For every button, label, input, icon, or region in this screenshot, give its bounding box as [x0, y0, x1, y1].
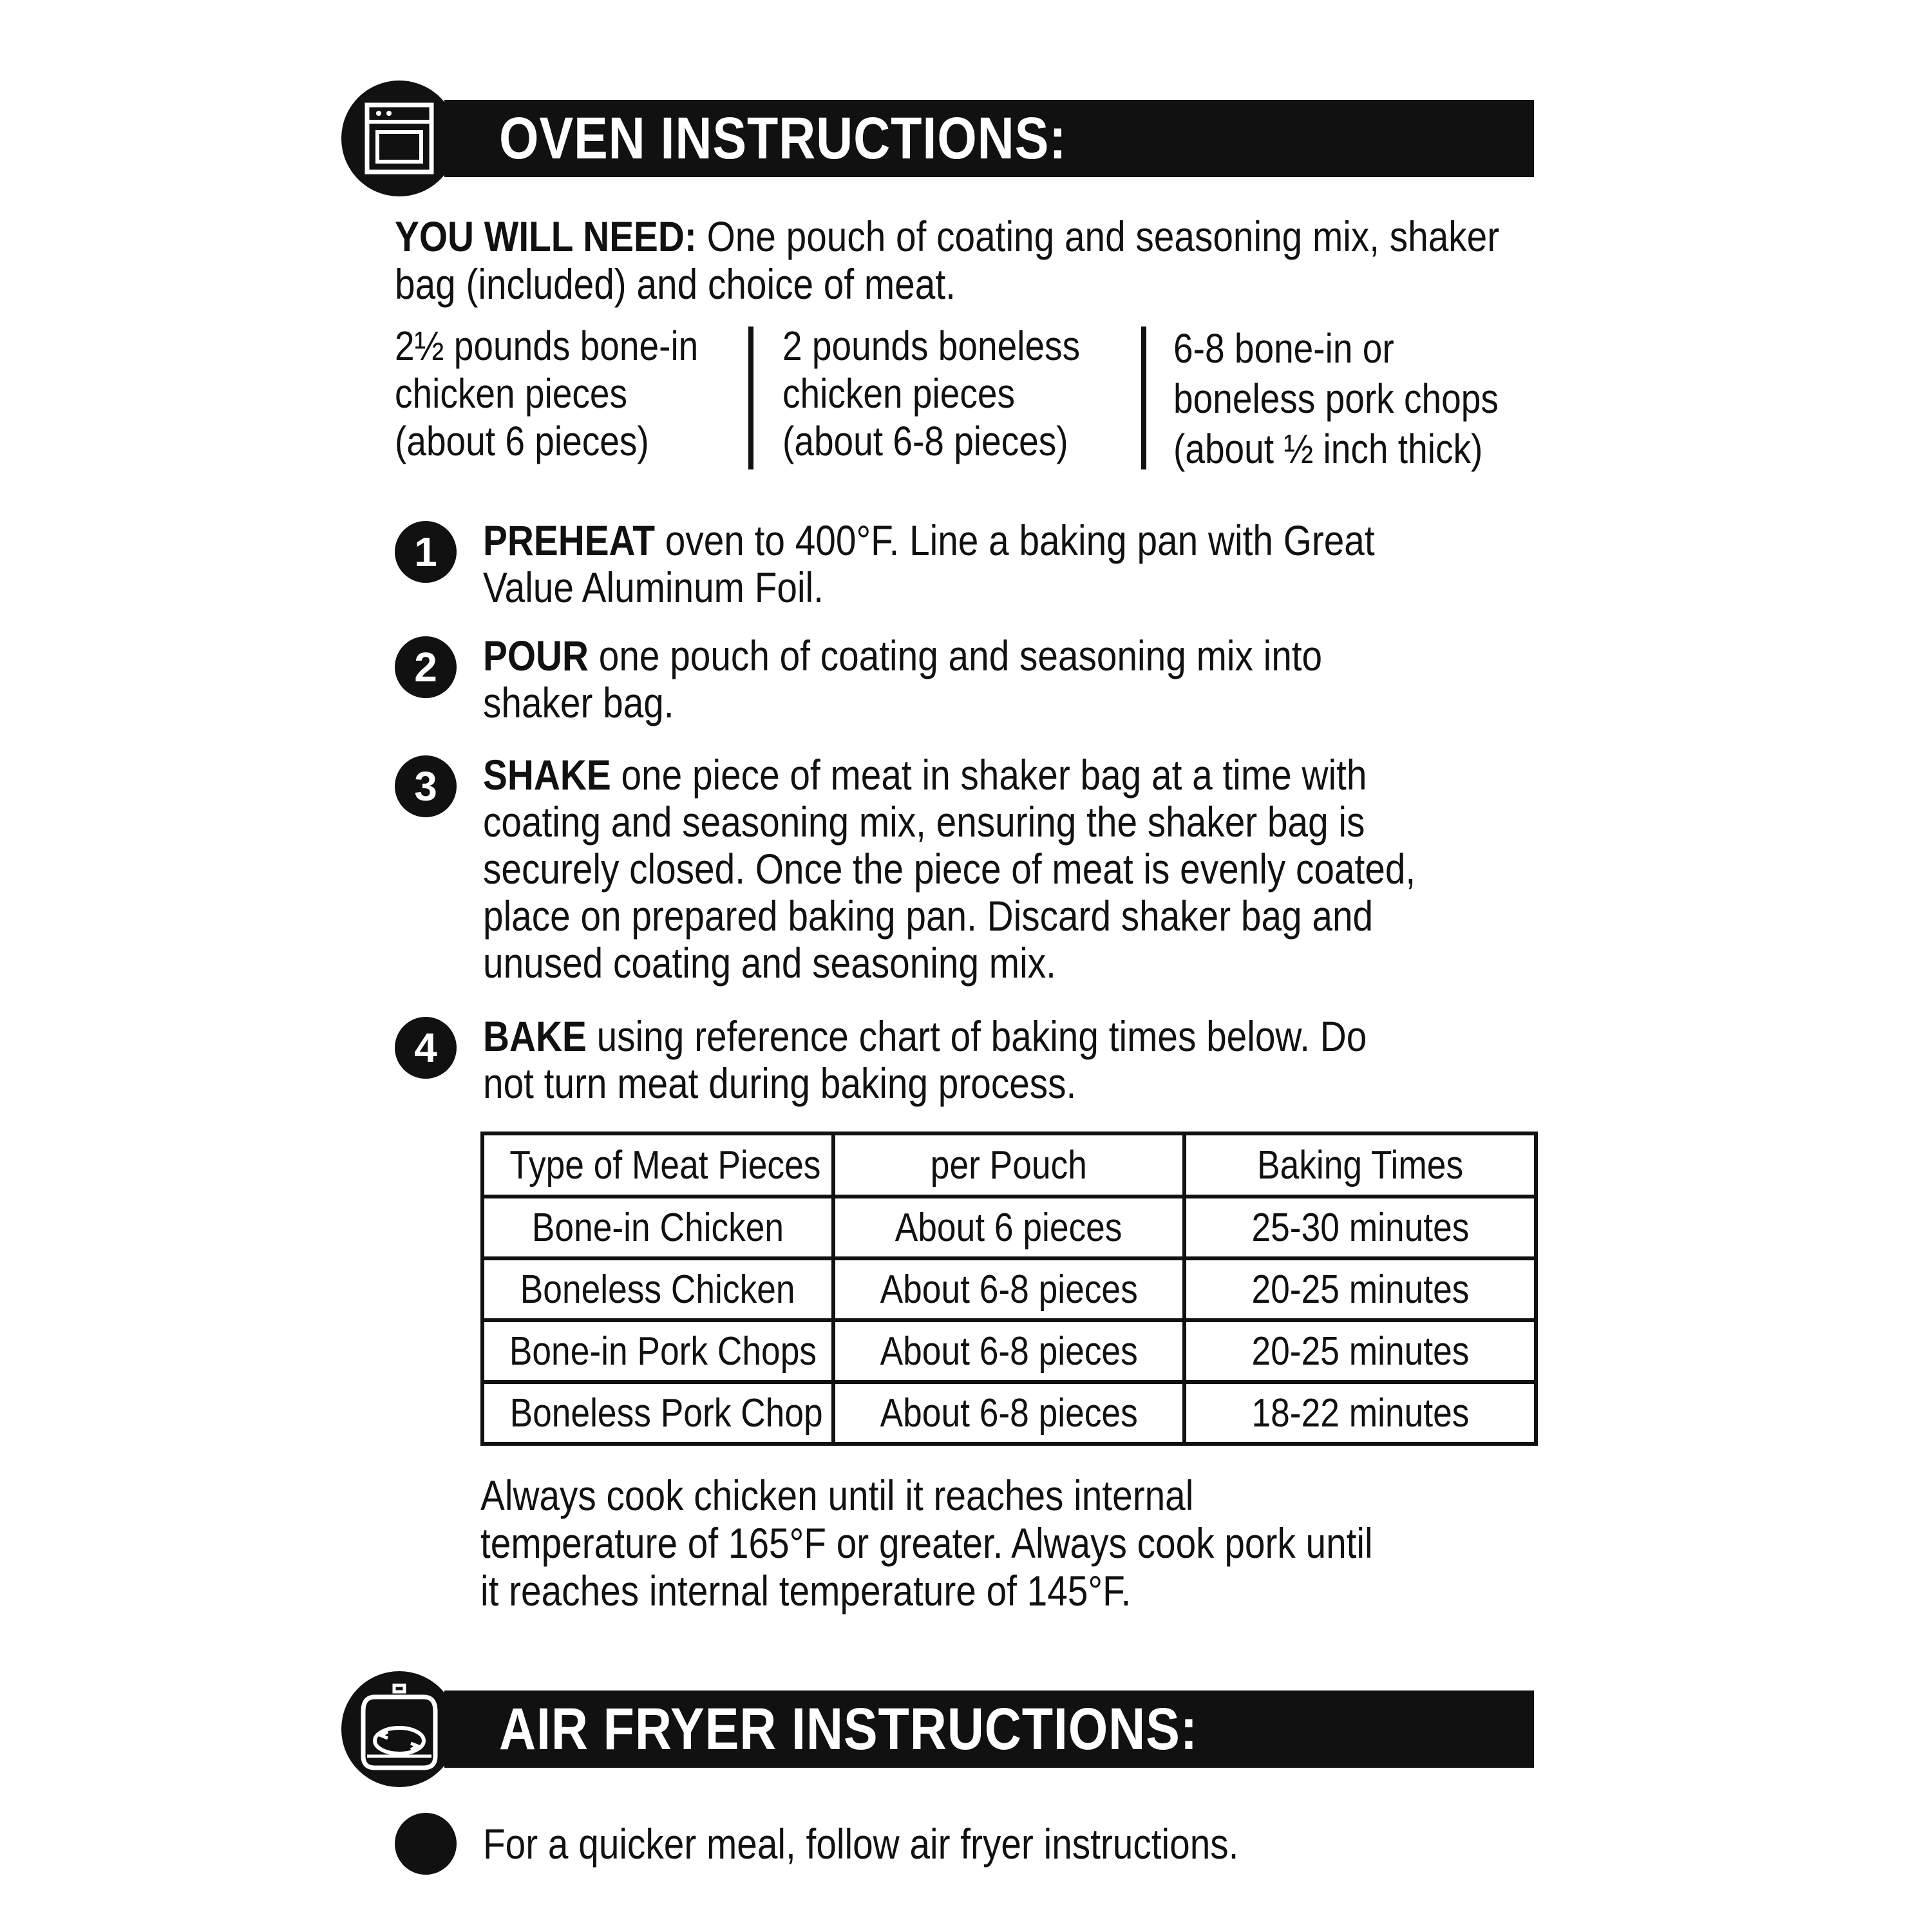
- table-cell: 18-22 minutes: [1184, 1382, 1536, 1444]
- need-text-1: One pouch of coating and seasoning mix, shaker: [696, 213, 1500, 260]
- table-cell: Boneless Pork Chop: [482, 1382, 833, 1444]
- step-text: PREHEAT oven to 400°F. Line a baking pan with Great Value Aluminum Foil.: [483, 516, 1375, 611]
- oven-title: OVEN INSTRUCTIONS:: [499, 106, 1067, 171]
- air-fryer-text: For a quicker meal, follow air fryer instructions.: [483, 1820, 1239, 1868]
- air-fryer-icon: [341, 1671, 457, 1787]
- table-cell: 20-25 minutes: [1184, 1258, 1536, 1320]
- table-cell: About 6-8 pieces: [833, 1320, 1184, 1382]
- table-row: [482, 1320, 1536, 1382]
- table-cell: 20-25 minutes: [1184, 1320, 1536, 1382]
- step-text: SHAKE one piece of meat in shaker bag at a time with coating and seasoning mix, ensuring the shaker bag is securely closed. Once the piece of meat is evenly coated, place on prepared baking pan. Discard shaker bag and unused coating and seasoning mix.: [483, 751, 1416, 987]
- step-number: 4: [395, 1017, 457, 1079]
- table-header: per Pouch: [833, 1133, 1184, 1197]
- baking-times-table: [480, 1132, 1538, 1446]
- table-cell: About 6-8 pieces: [833, 1382, 1184, 1444]
- table-row: [482, 1197, 1536, 1258]
- table-cell: 25-30 minutes: [1184, 1197, 1536, 1258]
- table-row: [482, 1258, 1536, 1320]
- step-text: POUR one pouch of coating and seasoning mix into shaker bag.: [483, 632, 1323, 726]
- table-cell: Bone-in Pork Chops: [482, 1320, 833, 1382]
- amount-pork-chops: 6-8 bone-in or boneless pork chops (about ½ inch thick): [1173, 325, 1499, 472]
- table-header: Baking Times: [1184, 1133, 1536, 1197]
- step-number: 1: [395, 521, 457, 583]
- oven-section-header: [341, 80, 1534, 196]
- step-text: BAKE using reference chart of baking times below. Do not turn meat during baking process.: [483, 1012, 1367, 1107]
- oven-icon: [341, 80, 457, 196]
- need-label: YOU WILL NEED:: [395, 213, 697, 260]
- step-number: 3: [395, 755, 457, 817]
- step-number: 2: [395, 636, 457, 698]
- air-fryer-section-header: [341, 1671, 1534, 1787]
- need-text-2: bag (included) and choice of meat.: [395, 260, 956, 308]
- safety-note: Always cook chicken until it reaches internal temperature of 165°F or greater. Always cook pork until it reaches internal temperature of 145°F.: [480, 1472, 1373, 1615]
- air-fryer-title: AIR FRYER INSTRUCTIONS:: [499, 1696, 1198, 1762]
- table-cell: Bone-in Chicken: [482, 1197, 833, 1258]
- table-cell: About 6 pieces: [833, 1197, 1184, 1258]
- table-header: Type of Meat Pieces: [482, 1133, 833, 1197]
- table-header-row: [482, 1133, 1536, 1197]
- oven-title-bar: [444, 100, 1534, 177]
- bullet-dot: [395, 1813, 457, 1875]
- table-cell: Boneless Chicken: [482, 1258, 833, 1320]
- amount-divider: [1141, 327, 1146, 469]
- amount-boneless-chicken: 2 pounds boneless chicken pieces (about 6-8 pieces): [782, 323, 1081, 464]
- air-fryer-title-bar: [444, 1690, 1534, 1768]
- table-row: [482, 1382, 1536, 1444]
- amount-divider: [748, 327, 753, 469]
- you-will-need: [395, 213, 1499, 308]
- amount-bone-in-chicken: 2½ pounds bone-in chicken pieces (about 6 pieces): [395, 323, 699, 464]
- table-cell: About 6-8 pieces: [833, 1258, 1184, 1320]
